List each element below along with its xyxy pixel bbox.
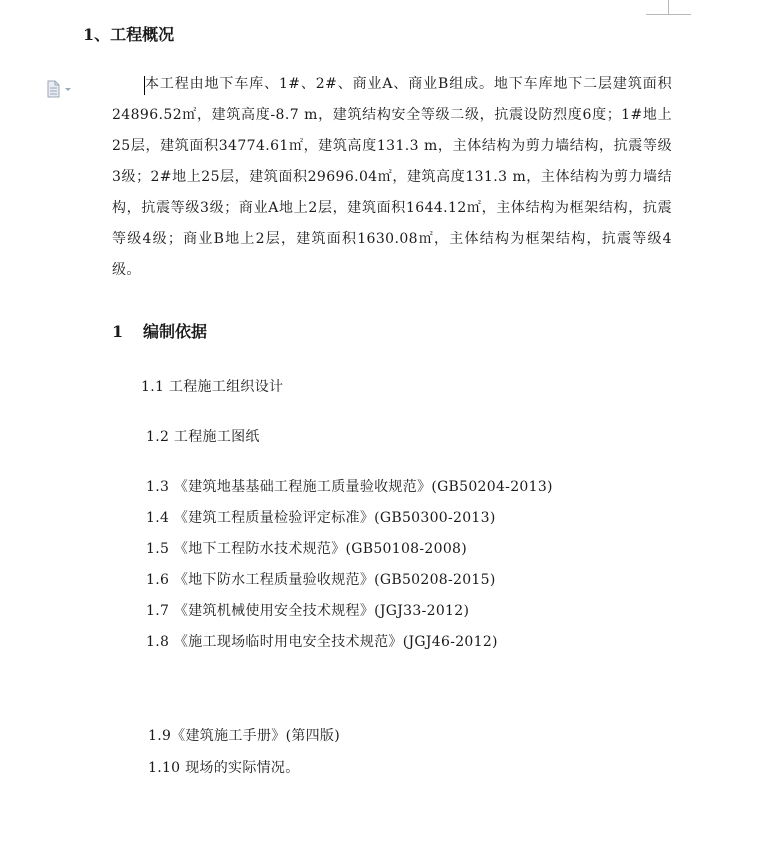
section-title: 编制依据: [143, 322, 208, 341]
basis-item: 1.7 《建筑机械使用安全技术规程》(JGJ33-2012): [146, 603, 470, 619]
basis-item: 1.4 《建筑工程质量检验评定标准》(GB50300-2013): [146, 510, 496, 526]
basis-item: 1.6 《地下防水工程质量验收规范》(GB50208-2015): [146, 572, 496, 588]
basis-item: 1.5 《地下工程防水技术规范》(GB50108-2008): [146, 541, 468, 557]
page-corner-mark-right: [668, 0, 691, 15]
basis-item: 1.10 现场的实际情况。: [148, 760, 300, 776]
paragraph-menu-button[interactable]: [46, 80, 74, 98]
basis-item: 1.1 工程施工组织设计: [141, 379, 284, 395]
section-heading-basis: [112, 322, 207, 342]
section-heading-overview: 1、工程概况: [83, 25, 175, 44]
section-number: 1: [112, 322, 124, 341]
overview-paragraph[interactable]: 本工程由地下车库、1#、2#、商业A、商业B组成。地下车库地下二层建筑面积24896.52㎡，建筑高度-8.7 m，建筑结构安全等级二级，抗震设防烈度6度；1#地上25层，建筑面积34774.61㎡，建筑高度131.3 m，主体结构为剪力墙结构，抗震等级3级；2#地上25层，建筑面积29696.04㎡，建筑高度131.3 m，主体结构为剪力墙结构，抗震等级3级；商业A地上2层，建筑面积1644.12㎡，主体结构为框架结构，抗震等级4级；商业B地上2层，建筑面积1630.08㎡，主体结构为框架结构，抗震等级4级。: [112, 76, 672, 278]
document-icon: [46, 80, 74, 98]
page-corner-mark-left: [646, 0, 669, 15]
basis-item: 1.3 《建筑地基基础工程施工质量验收规范》(GB50204-2013): [146, 479, 553, 495]
basis-item: 1.2 工程施工图纸: [146, 429, 260, 445]
basis-item: 1.9《建筑施工手册》(第四版): [148, 728, 340, 744]
basis-item: 1.8 《施工现场临时用电安全技术规范》(JGJ46-2012): [146, 634, 498, 650]
